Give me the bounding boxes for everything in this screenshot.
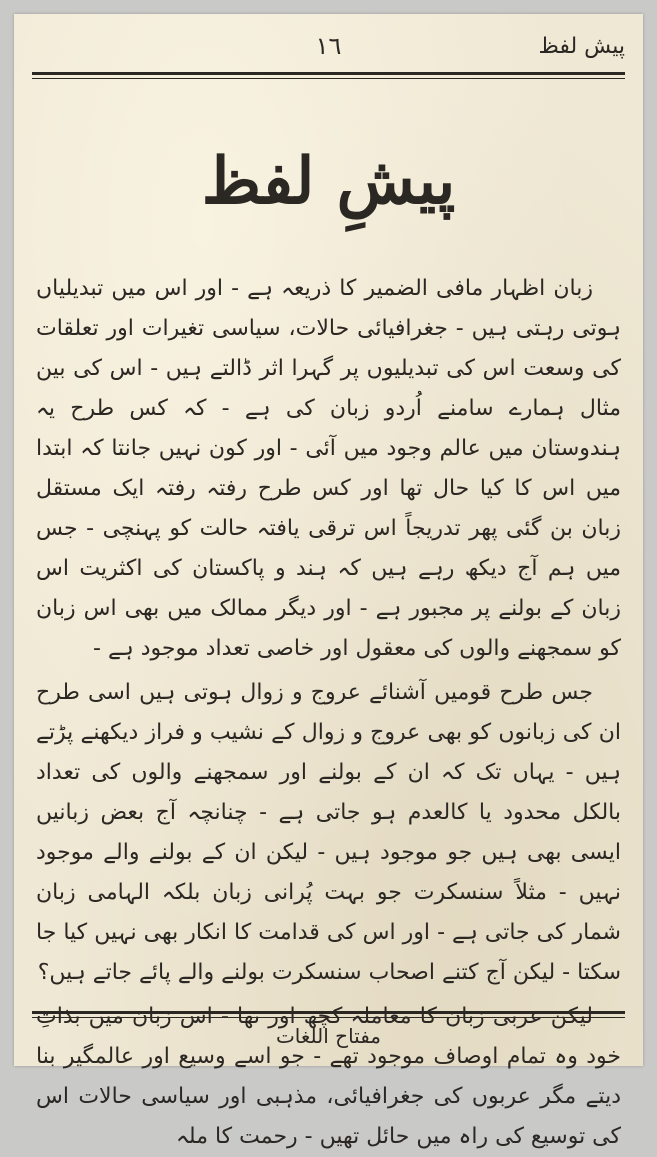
running-title: پیش لفظ bbox=[538, 34, 625, 59]
paragraph-2: جس طرح قومیں آشنائے عروج و زوال ہوتی ہیں اسی طرح ان کی زبانوں کو بھی عروج و زوال کے نشیب و فراز دیکھنے پڑتے ہیں - یہاں تک کہ ان کے بولنے اور سمجھنے والوں کی تعداد بالکل محدود یا کالعدم ہو جاتی ہے - چنانچہ آج بعض زبانیں ایسی بھی ہیں جو موجود ہیں - لیکن ان کے بولنے والے موجود نہیں - مثلاً سنسکرت جو بہت پُرانی زبان بلکہ الہامی زبان شمار کی جاتی ہے - اور اس کی قدامت کا انکار بھی نہیں کیا جا سکتا - لیکن آج کتنے اصحاب سنسکرت بولنے والے پائے جاتے ہیں؟ bbox=[36, 680, 621, 985]
paragraph-3: لیکن عربی زبان کا معاملہ کچھ اور تھا - اس زبان میں بذاتِ خود وہ تمام اوصاف موجود تھے - جو اسے وسیع اور عالمگیر بنا دیتے مگر عربوں کی جغرافیائی، مذہبی اور سیاسی حالات اس کی توسیع کی راہ میں حائل تھیں - رحمت کا ملہ bbox=[36, 1004, 621, 1149]
footer-title: مفتاح اللغات bbox=[275, 1024, 382, 1048]
header-rule bbox=[32, 72, 625, 75]
footer-rule bbox=[32, 1011, 625, 1014]
page-header bbox=[32, 26, 625, 74]
chapter-title: پیشِ لفظ bbox=[201, 144, 456, 219]
book-page bbox=[14, 14, 643, 1149]
paragraph-1: زبان اظہار مافی الضمیر کا ذریعہ ہے - اور اس میں تبدیلیاں ہوتی رہتی ہیں - جغرافیائی حالات، سیاسی تغیرات اور تعلقات کی وسعت اس کی تبدیلیوں پر گہرا اثر ڈالتے ہیں - اس کی بین مثال ہمارے سامنے اُردو زبان کی ہے - کہ کس طرح یہ ہندوستان میں عالم وجود میں آئی - اور کون نہیں جانتا کہ ابتدا میں اس کا کیا حال تھا اور کس طرح رفتہ رفتہ ایک مستقل زبان بن گئی پھر تدریجاً اس ترقی یافتہ حالت کو پہنچی - جس میں ہم آج دیکھ رہے ہیں کہ ہند و پاکستان کی اکثریت اس زبان کے بولنے پر مجبور ہے - اور دیگر ممالک میں بھی اس زبان کو سمجھنے والوں کی معقول اور خاصی تعداد موجود ہے - bbox=[36, 276, 621, 661]
page-number: ١٦ bbox=[315, 32, 342, 60]
